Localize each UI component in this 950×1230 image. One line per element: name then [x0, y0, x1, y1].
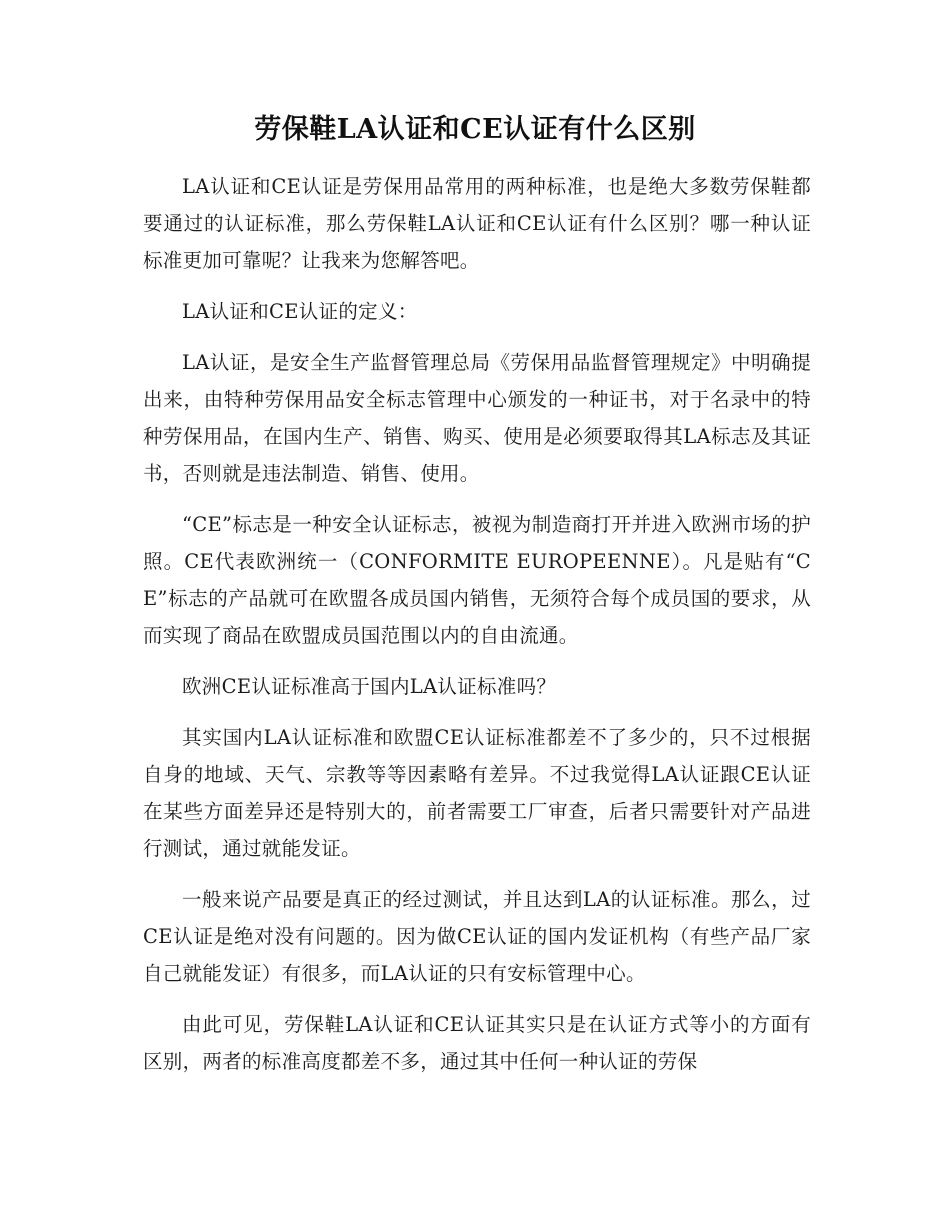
paragraph-conclusion: 由此可见，劳保鞋LA认证和CE认证其实只是在认证方式等小的方面有区别，两者的标准高度都差不多，通过其中任何一种认证的劳保: [143, 1013, 811, 1073]
paragraph-la-definition: LA认证，是安全生产监督管理总局《劳保用品监督管理规定》中明确提出来，由特种劳保用品安全标志管理中心颁发的一种证书，对于名录中的特种劳保用品，在国内生产、销售、购买、使用是必须要取得其LA标志及其证书，否则就是违法制造、销售、使用。: [143, 351, 811, 485]
paragraph-intro: LA认证和CE认证是劳保用品常用的两种标准，也是绝大多数劳保鞋都要通过的认证标准，那么劳保鞋LA认证和CE认证有什么区别？哪一种认证标准更加可靠呢？让我来为您解答吧。: [143, 175, 811, 272]
paragraph-comparison-question: 欧洲CE认证标准高于国内LA认证标准吗？: [182, 675, 557, 698]
document-body: [143, 168, 811, 1094]
paragraph-ce-definition: “CE”标志是一种安全认证标志，被视为制造商打开并进入欧洲市场的护照。CE代表欧洲统一（CONFORMITE EUROPEENNE）。凡是贴有“CE”标志的产品就可在欧盟各成员国内销售，无须符合每个成员国的要求，从而实现了商品在欧盟成员国范围以内的自由流通。: [143, 513, 811, 647]
document-title: 劳保鞋LA认证和CE认证有什么区别: [254, 114, 696, 145]
paragraph-testing-note: 一般来说产品要是真正的经过测试，并且达到LA的认证标准。那么，过CE认证是绝对没有问题的。因为做CE认证的国内发证机构（有些产品厂家自己就能发证）有很多，而LA认证的只有安标管理中心。: [143, 888, 811, 985]
paragraph-comparison-answer: 其实国内LA认证标准和欧盟CE认证标准都差不了多少的，只不过根据自身的地域、天气、宗教等等因素略有差异。不过我觉得LA认证跟CE认证在某些方面差异还是特别大的，前者需要工厂审查，后者只需要针对产品进行测试，通过就能发证。: [143, 726, 811, 860]
paragraph-definition-heading: LA认证和CE认证的定义：: [182, 300, 418, 323]
